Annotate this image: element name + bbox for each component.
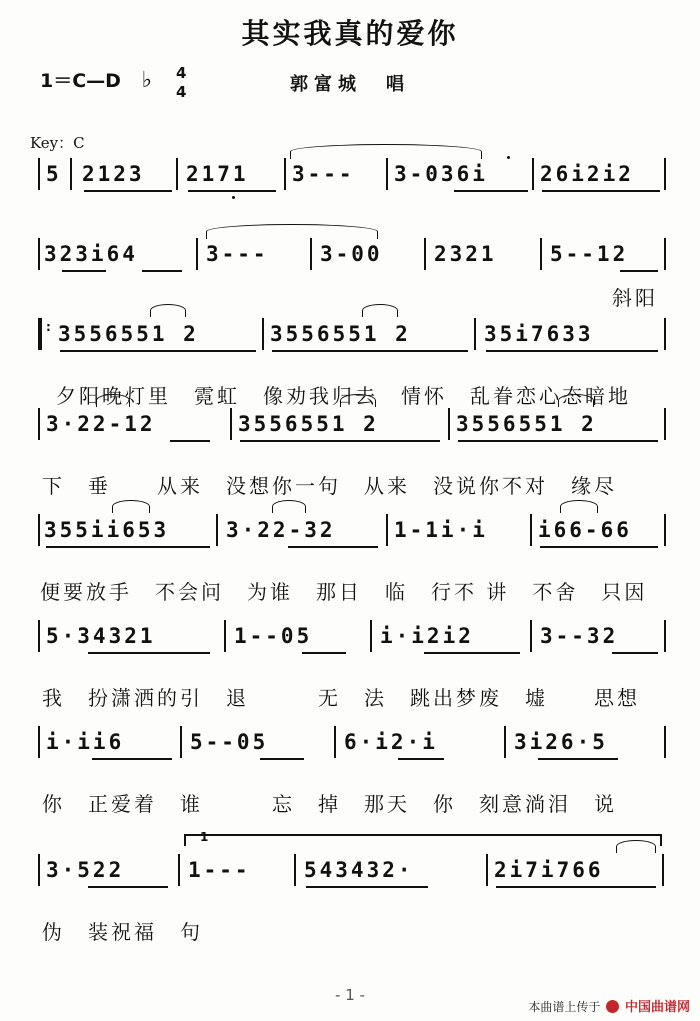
barline	[310, 238, 312, 270]
notes-segment: 6·i2·i	[344, 730, 438, 754]
beam-underline	[260, 758, 304, 760]
notes-segment: 2123	[82, 162, 145, 186]
lyrics-line: 伪 装祝福 句	[42, 920, 203, 944]
score-row-5	[0, 496, 700, 606]
barline	[664, 620, 666, 652]
tie-arc	[340, 394, 376, 407]
tie-arc	[112, 500, 150, 513]
barline	[386, 158, 388, 190]
barline	[664, 514, 666, 546]
barline	[294, 854, 296, 886]
beam-underline	[46, 546, 210, 548]
repeat-start-barline	[38, 318, 42, 350]
beam-underline	[398, 758, 444, 760]
notes-segment: 3·22-12	[46, 412, 156, 436]
barline	[70, 158, 72, 190]
key-label: Key：C	[30, 134, 85, 152]
notes-segment: 3-036i	[394, 162, 488, 186]
notes-segment: 3556551 2	[456, 412, 597, 436]
notes-segment: 3---	[206, 242, 269, 266]
beam-underline	[302, 652, 346, 654]
beam-underline	[538, 758, 618, 760]
barline	[664, 408, 666, 440]
barline	[262, 318, 264, 350]
beam-underline	[142, 270, 182, 272]
beam-underline	[88, 652, 210, 654]
barline	[424, 238, 426, 270]
beam-underline	[306, 886, 428, 888]
beam-underline	[620, 270, 658, 272]
beam-underline	[62, 270, 106, 272]
barline	[180, 726, 182, 758]
notes-segment: 543432·	[304, 858, 414, 882]
beam-underline	[240, 440, 440, 442]
beam-underline	[272, 350, 468, 352]
barline	[224, 620, 226, 652]
repeat-dots: :	[46, 320, 51, 334]
lyrics-line: 我 扮潇洒的引 退 无 法 跳出梦废 墟 思想	[42, 686, 640, 710]
barline	[284, 158, 286, 190]
beam-underline	[92, 758, 172, 760]
beam-underline	[496, 886, 656, 888]
score-row-8	[0, 830, 700, 946]
beam-underline	[170, 440, 210, 442]
beam-underline	[188, 190, 276, 192]
barline	[386, 514, 388, 546]
notes-segment: 3556551 2	[270, 322, 411, 346]
tie-arc	[272, 500, 306, 513]
barline	[662, 854, 664, 886]
beam-underline	[288, 546, 378, 548]
barline	[38, 238, 40, 270]
beam-underline	[88, 886, 168, 888]
time-signature-top: 4	[176, 64, 187, 82]
notes-segment: 5·34321	[46, 624, 156, 648]
barline	[38, 620, 40, 652]
barline	[530, 514, 532, 546]
barline	[664, 238, 666, 270]
beam-underline	[84, 190, 172, 192]
beam-underline	[542, 190, 660, 192]
key-signature	[40, 66, 152, 93]
barline	[38, 514, 40, 546]
barline	[38, 408, 40, 440]
notes-segment: i66-66	[538, 518, 632, 542]
barline	[38, 726, 40, 758]
flat-symbol: ♭	[141, 68, 152, 93]
notes-segment: 355ii653	[44, 518, 170, 542]
lyrics-line: 夕阳晚灯里 霓虹 像劝我归去 情怀 乱眷恋心态暗地	[56, 384, 631, 408]
beam-underline	[540, 546, 658, 548]
lyrics-line: 下 垂 从来 没想你一句 从来 没说你不对 缘尽	[42, 474, 617, 498]
barline	[178, 854, 180, 886]
notes-segment: 3556551 2	[58, 322, 199, 346]
tie-arc	[362, 304, 398, 317]
notes-segment: 3·22-32	[226, 518, 336, 542]
notes-segment: 1-1i·i	[394, 518, 488, 542]
notes-segment: 3---	[292, 162, 355, 186]
beam-underline	[454, 190, 528, 192]
lyrics-line: 你 正爱着 谁 忘 掉 那天 你 刻意淌泪 说	[42, 792, 617, 816]
notes-segment: 35i7633	[484, 322, 594, 346]
notes-segment: i·i2i2	[380, 624, 474, 648]
footer-credit	[528, 996, 690, 1015]
barline	[448, 408, 450, 440]
barline	[196, 238, 198, 270]
time-signature-bottom: 4	[176, 83, 187, 101]
notes-segment: 2171	[186, 162, 249, 186]
song-title: 其实我真的爱你	[241, 17, 459, 50]
barline	[504, 726, 506, 758]
notes-segment: 2321	[434, 242, 497, 266]
singer-credit: 郭富城 唱	[290, 74, 410, 95]
footer-site-name[interactable]: 中国曲谱网	[624, 1000, 690, 1015]
tie-arc	[616, 840, 656, 853]
page-number: - 1 -	[335, 986, 365, 1004]
barline	[38, 854, 40, 886]
notes-segment: 3-00	[320, 242, 383, 266]
tie-arc	[206, 224, 378, 239]
tie-arc	[558, 394, 594, 407]
score-row-7	[0, 708, 700, 818]
barline	[216, 514, 218, 546]
key-signature-text: 1＝C—D	[40, 70, 121, 92]
notes-segment: 2i7i766	[494, 858, 604, 882]
notes-segment: i·ii6	[46, 730, 125, 754]
beam-underline	[486, 350, 658, 352]
barline	[176, 158, 178, 190]
barline	[486, 854, 488, 886]
notes-segment: 5--05	[190, 730, 269, 754]
tie-arc	[96, 394, 130, 407]
volta-bracket-end	[660, 834, 662, 846]
time-signature	[176, 64, 186, 102]
score-row-4	[0, 390, 700, 500]
beam-underline	[458, 440, 658, 442]
notes-segment: 1--05	[234, 624, 313, 648]
site-logo-icon	[606, 1000, 619, 1013]
barline	[474, 318, 476, 350]
barline	[532, 158, 534, 190]
volta-number: 1	[200, 830, 209, 844]
notes-segment: 3·522	[46, 858, 125, 882]
barline	[530, 620, 532, 652]
beam-underline	[612, 652, 658, 654]
beam-underline	[424, 652, 520, 654]
octave-dot	[232, 196, 235, 199]
notes-segment: 3--32	[540, 624, 619, 648]
volta-bracket-end	[184, 834, 186, 846]
tie-arc	[150, 304, 186, 317]
notes-segment: 5--12	[550, 242, 629, 266]
barline	[664, 318, 666, 350]
tie-arc	[560, 500, 598, 513]
lyric-pickup: 斜阳	[612, 286, 658, 310]
score-row-6	[0, 602, 700, 712]
notes-segment: 5	[46, 162, 62, 186]
barline	[370, 620, 372, 652]
barline	[230, 408, 232, 440]
barline	[540, 238, 542, 270]
notes-segment: 3556551 2	[238, 412, 379, 436]
barline	[664, 726, 666, 758]
notes-segment: 26i2i2	[540, 162, 634, 186]
barline	[38, 158, 40, 190]
octave-dot	[507, 156, 510, 159]
notes-segment: 1---	[188, 858, 251, 882]
footer-text: 本曲谱上传于	[528, 1000, 601, 1014]
barline	[664, 158, 666, 190]
barline	[334, 726, 336, 758]
beam-underline	[60, 350, 256, 352]
notes-segment: 323i64	[44, 242, 138, 266]
notes-segment: 3i26·5	[514, 730, 608, 754]
lyrics-line: 便要放手 不会问 为谁 那日 临 行不 讲 不舍 只因	[40, 580, 648, 604]
tie-arc	[290, 144, 482, 159]
volta-bracket	[184, 834, 662, 836]
